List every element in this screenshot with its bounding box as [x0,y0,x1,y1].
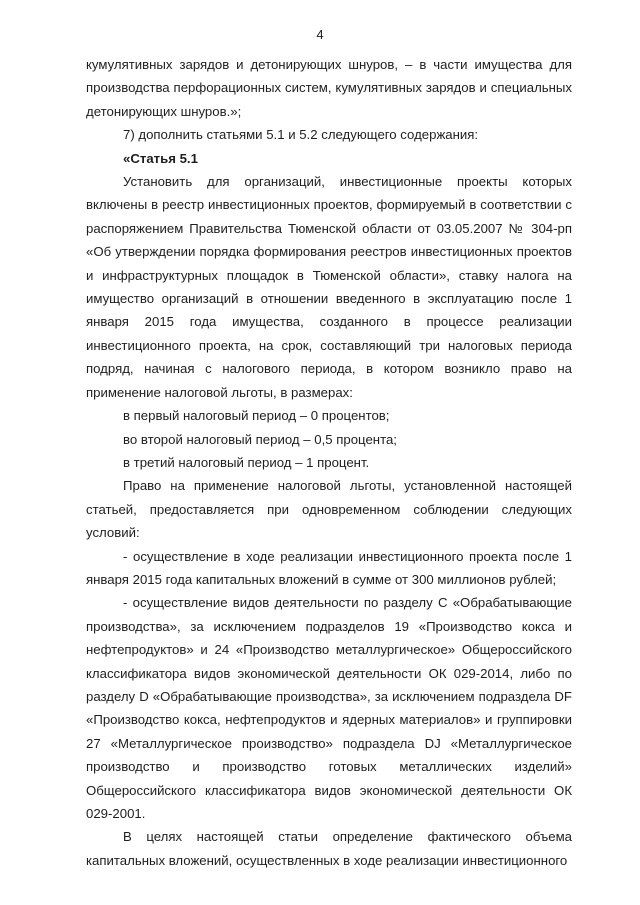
list-item-second-period: во второй налоговый период – 0,5 процента; [123,431,397,447]
paragraph-conditions: Право на применение налоговой льготы, установленной настоящей статьей, предоставляется при одновременном соблюдении следующих условий: [86,478,572,541]
paragraph-definition: В целях настоящей статьи определение фактического объема капитальных вложений, осуществленных в ходе реализации инвестиционного [86,829,572,868]
list-item-first-period: в первый налоговый период – 0 процентов; [123,408,390,424]
list-item-third-period: в третий налоговый период – 1 процент. [123,454,370,470]
paragraph-continuation: кумулятивных зарядов и детонирующих шнуров, – в части имущества для производства перфорационных систем, кумулятивных зарядов и специальных детонирующих шнуров.»; [86,57,572,119]
condition-capital-investment: - осуществление в ходе реализации инвестиционного проекта после 1 января 2015 года капитальных вложений в сумме от 300 миллионов рублей; [86,548,572,587]
page-number: 4 [316,27,324,42]
paragraph-amendment-item: 7) дополнить статьями 5.1 и 5.2 следующего содержания: [123,127,479,143]
document-body [86,53,572,872]
article-heading: «Статья 5.1 [123,150,198,166]
paragraph-tax-rate: Установить для организаций, инвестиционные проекты которых включены в реестр инвестиционных проектов, формируемый в соответствии с распоряжением Правительства Тюменской области от 03.05.2007 № 304-рп «Об утверждении порядка формирования реестров инвестиционных проектов и инфраструктурных площадок в Тюменской области», ставку налога на имущество организаций в отношении введенного в эксплуатацию после 1 января 2015 года имущества, созданного в процессе реализации инвестиционного проекта, на срок, составляющий три налоговых периода подряд, начиная с налогового периода, в котором возникло право на применение налоговой льготы, в размерах: [86,174,572,400]
condition-activity-types: - осуществление видов деятельности по разделу С «Обрабатывающие производства», за исключением подразделов 19 «Производство кокса и нефтепродуктов» и 24 «Производство металлургическое» Общероссийского классификатора видов экономической деятельности ОК 029-2014, либо по разделу D «Обрабатывающие производства», за исключением подраздела DF «Производство кокса, нефтепродуктов и ядерных материалов» и группировки 27 «Металлургическое производство» подраздела DJ «Металлургическое производство и производство готовых металлических изделий» Общероссийского классификатора видов экономической деятельности ОК 029-2001. [86,595,572,821]
